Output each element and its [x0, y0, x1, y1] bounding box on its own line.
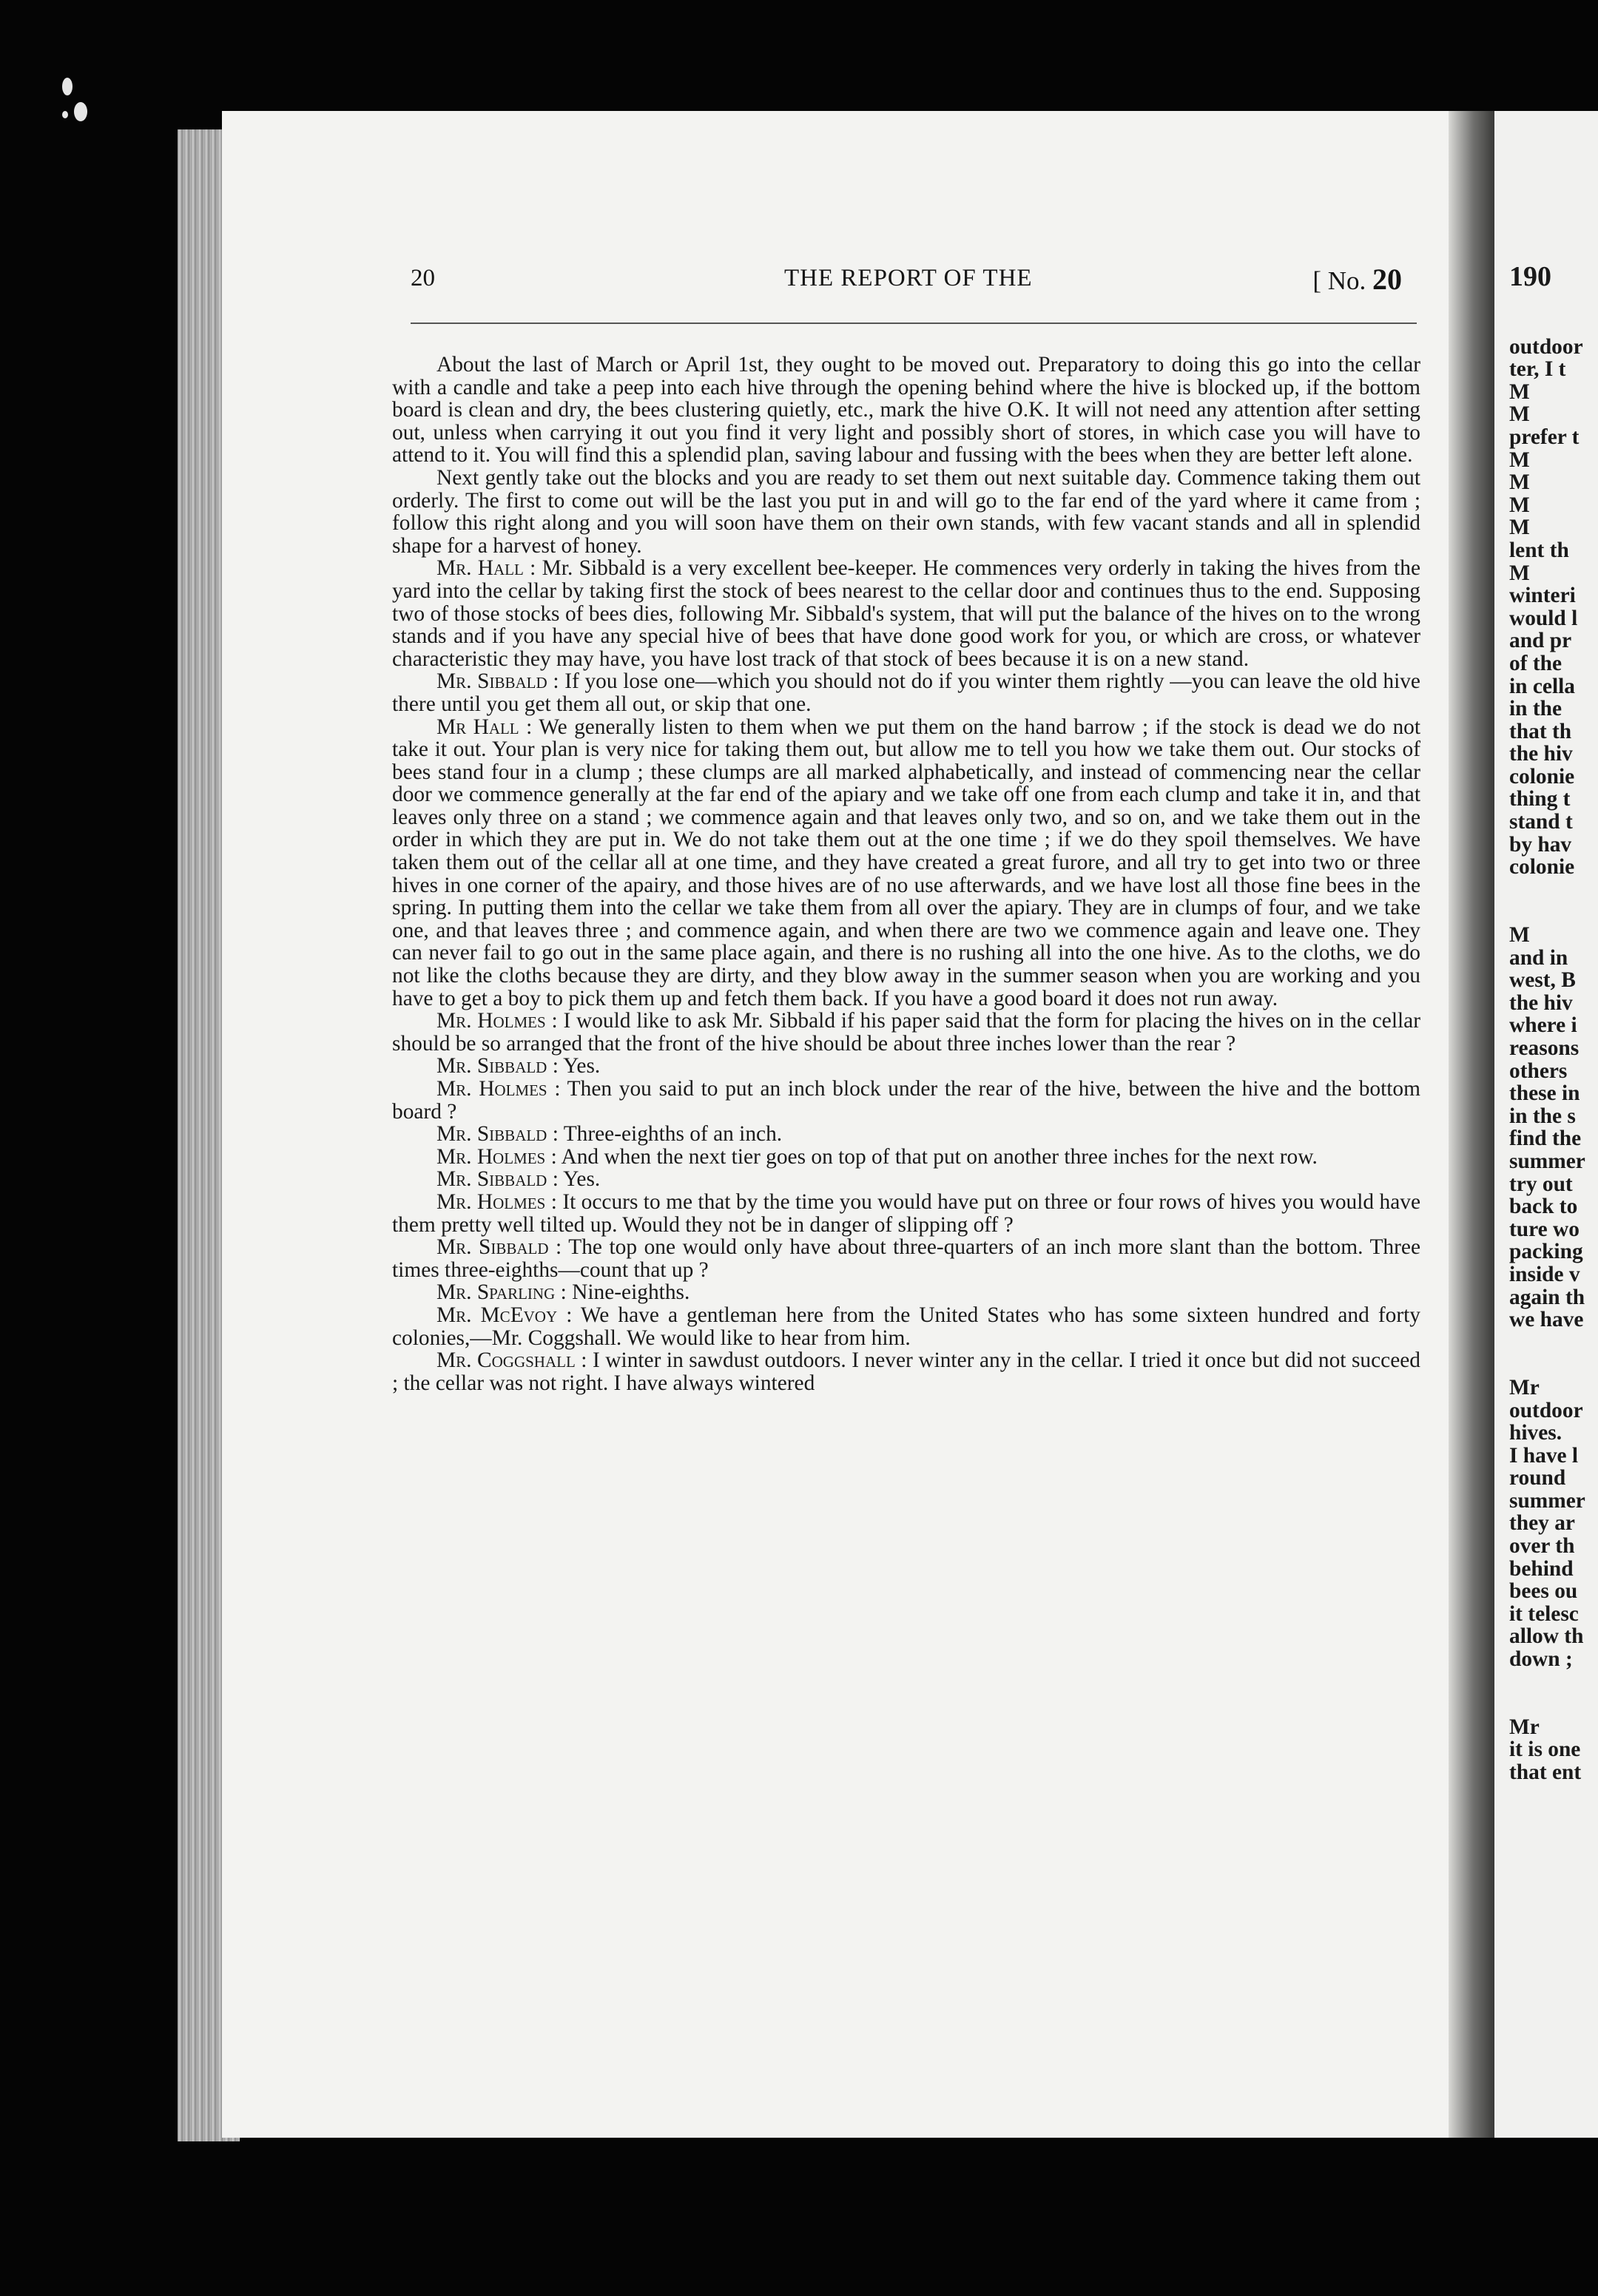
- paragraph: [392, 1304, 1420, 1349]
- paragraph-text: Three-eighths of an inch.: [563, 1122, 783, 1147]
- right-page-line: try out: [1509, 1172, 1573, 1196]
- right-page-line: summer: [1509, 1488, 1585, 1513]
- right-page-line: Mr: [1509, 1715, 1540, 1739]
- paragraph: [392, 1168, 1420, 1191]
- right-page-line: they ar: [1509, 1511, 1575, 1536]
- right-page-line: that ent: [1509, 1760, 1582, 1784]
- speaker-name: Mr. Holmes :: [436, 1144, 557, 1169]
- right-page-line: others: [1509, 1058, 1568, 1083]
- right-page-line: [1509, 1671, 1598, 1716]
- right-page-line: in cella: [1509, 674, 1575, 698]
- running-title: THE REPORT OF THE: [784, 265, 1033, 291]
- right-page-line: outdoor: [1509, 1398, 1583, 1422]
- paragraph: [392, 716, 1420, 1010]
- right-page-line: back to: [1509, 1195, 1578, 1219]
- right-page-line: M: [1509, 493, 1530, 517]
- speaker-name: Mr. Sibbald :: [436, 1054, 559, 1078]
- speaker-name: Mr Hall :: [436, 715, 533, 739]
- right-page-line: it telesc: [1509, 1601, 1579, 1626]
- right-page-line: that th: [1509, 719, 1572, 743]
- right-page-line: in the: [1509, 697, 1562, 721]
- report-number: [1312, 262, 1402, 297]
- book-gutter-shadow: [1449, 111, 1494, 2138]
- right-page-line: M: [1509, 516, 1530, 540]
- paragraph: [392, 354, 1420, 467]
- right-page-line: again th: [1509, 1285, 1585, 1309]
- report-number-prefix: [ No.: [1312, 266, 1366, 295]
- running-header: [411, 259, 1417, 303]
- right-page-line: behind: [1509, 1556, 1574, 1581]
- right-page-line: ture wo: [1509, 1217, 1580, 1241]
- right-page-line: M: [1509, 402, 1530, 427]
- speaker-name: Mr. Holmes :: [436, 1077, 561, 1101]
- paragraph: [392, 1146, 1420, 1169]
- paragraph-text: We generally listen to them when we put them on the hand barrow ; if the stock is dead we do not take it out. Your plan is very nice for taking them out, but allow me to tell you how we take them out. Our stocks of bees stand four in a clump ; these clumps are all marked alphabetically, and instead of commencing near the cellar door we commence generally at the far end of the apiary and we take off one from each clump and take it in, and that leaves only three on a stand ; we commence again and that leaves only two, and so on, and we take them out in the order in which they are put in. We do not take them out at the one time ; if we do they spoil themselves. We have taken them out of the cellar all at one time, and they have created a great furore, and all try to get into two or three hives in one corner of the apairy, and those hives are of no use afterwards, and we have lost all those fine bees in the spring. In putting them into the cellar we take them from all over the apiary. They are in clumps of four, and we take one, and that leaves three ; and commence again, and when there are two we commence again and leave one. They can never fail to go out in the same place again, and there is no rushing all into the one hive. As to the cloths, we do not like the cloths because they are dirty, and they blow away in the summer season when you are working and you have to get a boy to pick them up and fetch them back. If you have a good board it does not run away.: [392, 715, 1421, 1010]
- right-page-line: M: [1509, 470, 1530, 495]
- right-page-line: Mr: [1509, 1375, 1540, 1399]
- right-page-line: find the: [1509, 1127, 1582, 1151]
- paragraph-text: I would like to ask Mr. Sibbald if his paper said that the form for placing the hives on in the cellar should be so arranged that the front of the hive should be about three inches lower than the rear ?: [392, 1009, 1420, 1056]
- margin-speck: [74, 102, 87, 121]
- margin-speck: [62, 78, 73, 95]
- speaker-name: Mr. Sibbald :: [436, 1122, 559, 1147]
- right-page-line: over th: [1509, 1534, 1575, 1559]
- paragraph-text: Yes.: [563, 1054, 601, 1078]
- paragraph: [392, 1349, 1420, 1394]
- speaker-name: Mr. Holmes :: [436, 1009, 558, 1033]
- right-page-line: M: [1509, 923, 1530, 948]
- right-page-line: colonie: [1509, 764, 1575, 789]
- right-page-line: M: [1509, 448, 1530, 472]
- right-page-line: allow th: [1509, 1624, 1584, 1649]
- right-page-header-fragment: 190: [1509, 261, 1551, 292]
- paragraph-text: The top one would only have about three-quarters of an inch more slant than the bottom. Three times three-eighths—count that up ?: [392, 1235, 1420, 1282]
- paragraph: [392, 467, 1420, 557]
- paragraph: [392, 1078, 1420, 1123]
- paragraph-text: Then you said to put an inch block under the rear of the hive, between the hive and the bottom board ?: [392, 1077, 1420, 1124]
- speaker-name: Mr. Sibbald :: [436, 1235, 562, 1260]
- paragraph: [392, 1010, 1420, 1055]
- right-page-line: down ;: [1509, 1647, 1573, 1672]
- paragraph-text: Mr. Sibbald is a very excellent bee-keeper. He commences very orderly in taking the hives from the yard into the cellar by taking first the stock of bees nearest to the cellar door and continues thus to the end. Supposing two of those stocks of bees dies, following Mr. Sibbald's system, that will put the balance of the hives on to the wrong stands and if you have any special hive of bees that have done good work for you, or which are cross, or whatever characteristic they may have, you have lost track of that stock of bees because it is on a new stand.: [392, 556, 1420, 671]
- page-number: 20: [411, 265, 435, 291]
- paragraph: [392, 670, 1420, 715]
- paragraph-text: Yes.: [563, 1167, 601, 1192]
- report-number-value: 20: [1372, 263, 1402, 296]
- paragraph-text: I winter in sawdust outdoors. I never winter any in the cellar. I tried it once but did not succeed ; the cellar was not right. I have always wintered: [392, 1348, 1420, 1395]
- right-page-text-fragment: [1509, 259, 1598, 1784]
- speaker-name: Mr. Sibbald :: [436, 669, 559, 694]
- right-page-line: it is one: [1509, 1738, 1581, 1762]
- right-page-line: lent th: [1509, 538, 1569, 562]
- right-page-line: inside v: [1509, 1262, 1580, 1286]
- paragraph: [392, 1123, 1420, 1146]
- right-page-line: round: [1509, 1466, 1566, 1490]
- right-page-line: thing t: [1509, 787, 1571, 811]
- right-page-line: and in: [1509, 945, 1568, 970]
- paragraph: [392, 1191, 1420, 1236]
- right-page-line: [1509, 879, 1598, 924]
- paragraph-text: Nine-eighths.: [572, 1280, 690, 1305]
- right-page-line: winteri: [1509, 584, 1576, 608]
- right-page-line: would l: [1509, 606, 1578, 630]
- paragraph-text: We have a gentleman here from the United States who has some sixteen hundred and forty colonies,—Mr. Coggshall. We would like to hear from him.: [392, 1303, 1420, 1350]
- right-page-line: bees ou: [1509, 1579, 1578, 1604]
- margin-speck: [62, 111, 68, 118]
- right-page-line: packing: [1509, 1240, 1583, 1264]
- right-page-line: by hav: [1509, 832, 1572, 857]
- paragraph-text: Next gently take out the blocks and you are ready to set them out next suitable day. Commence taking them out orderly. The first to come out will be the last you put in and will go to the far end of the yard where it came from ; follow this right along and you will soon have them on their own stands, with few vacant stands and all in splendid shape for a harvest of honey.: [392, 465, 1420, 558]
- paragraph-text: About the last of March or April 1st, they ought to be moved out. Preparatory to doing this go into the cellar with a candle and take a peep into each hive through the opening behind where the hive is blocked up, if the bottom board is clean and dry, the bees clustering quietly, etc., mark the hive O.K. It will not need any attention after setting out, unless when carrying it out you find it very light and possibly short of stores, in which case you will have to attend to it. You will find this a splendid plan, saving labour and fussing with the bees when they are better left alone.: [392, 353, 1420, 467]
- speaker-name: Mr. Holmes :: [436, 1189, 557, 1214]
- right-page-line: outdoor: [1509, 334, 1583, 359]
- right-page-line: where i: [1509, 1013, 1577, 1038]
- paragraph-text: If you lose one—which you should not do if you winter them rightly —you can leave the old hive there until you get them all out, or skip that one.: [392, 669, 1420, 716]
- right-page-line: stand t: [1509, 810, 1573, 834]
- right-page-line: I have l: [1509, 1443, 1579, 1468]
- speaker-name: Mr. Hall :: [436, 556, 536, 581]
- right-page-line: ter, I t: [1509, 357, 1566, 382]
- right-page-line: hives.: [1509, 1421, 1562, 1445]
- right-page-line: summer: [1509, 1149, 1585, 1173]
- right-page-line: the hiv: [1509, 990, 1573, 1015]
- paragraph-text: And when the next tier goes on top of that put on another three inches for the next row.: [561, 1144, 1318, 1169]
- paragraph: [392, 557, 1420, 670]
- right-page-line: the hiv: [1509, 742, 1573, 766]
- right-page-line: west, B: [1509, 968, 1576, 993]
- speaker-name: Mr. Coggshall :: [436, 1348, 587, 1373]
- paragraph: [392, 1236, 1420, 1281]
- right-page-line: these in: [1509, 1081, 1580, 1106]
- right-page-line: M: [1509, 379, 1530, 404]
- right-page-line: [1509, 1331, 1598, 1377]
- speaker-name: Mr. Sparling :: [436, 1280, 567, 1305]
- paragraph: [392, 1281, 1420, 1304]
- right-page-line: in the s: [1509, 1104, 1576, 1128]
- right-page-line: prefer t: [1509, 425, 1580, 449]
- paragraph: [392, 1055, 1420, 1078]
- page-body-text: [392, 354, 1420, 1394]
- speaker-name: Mr. McEvoy :: [436, 1303, 573, 1327]
- header-rule: [411, 323, 1417, 324]
- paragraph-text: It occurs to me that by the time you would have put on three or four rows of hives you would have them pretty well tilted up. Would they not be in danger of slipping off ?: [392, 1189, 1420, 1237]
- right-page-line: reasons: [1509, 1036, 1580, 1060]
- right-page-line: we have: [1509, 1308, 1584, 1332]
- right-page-line: of the: [1509, 651, 1562, 675]
- speaker-name: Mr. Sibbald :: [436, 1167, 559, 1192]
- right-page-line: and pr: [1509, 629, 1572, 653]
- right-page-line: colonie: [1509, 855, 1575, 879]
- right-page-line: M: [1509, 561, 1530, 585]
